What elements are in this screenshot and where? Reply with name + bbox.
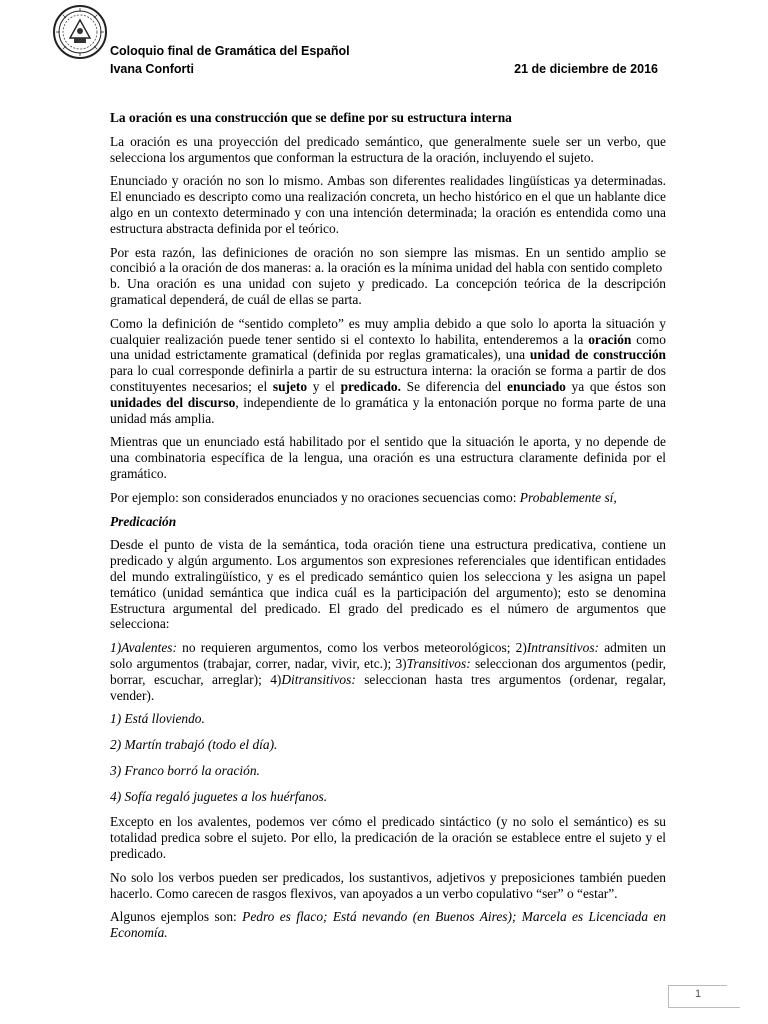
p4-seg1: Como la definición de “sentido completo” es muy amplia debido a que solo lo aporta la situación y cualquier realización puede tener sentido si el contexto lo habilita, entenderemos a la bbox=[110, 315, 666, 347]
university-seal-logo bbox=[52, 4, 108, 60]
p8-seg1: no requieren argumentos, como los verbos meteorológicos; 2) bbox=[176, 640, 527, 656]
paragraph-3-text-b: b. Una oración es una unidad con sujeto y predicado. La concepción teórica de la descripción gramatical dependerá, de cuál de ellas se parta. bbox=[110, 276, 666, 307]
p8-seg2: admiten un solo argumentos (trabajar, correr, nadar, vivir, etc.); 3) bbox=[110, 640, 666, 671]
p8-italic-avalentes: 1)Avalentes: bbox=[110, 640, 177, 656]
p4-seg2: como una unidad estrictamente gramatical (definida por reglas gramaticales), una bbox=[110, 331, 666, 363]
p4-bold-predicado: predicado. bbox=[340, 378, 401, 394]
p4-bold-oracion: oración bbox=[588, 331, 632, 347]
header-author-row bbox=[110, 62, 658, 76]
paragraph-11 bbox=[110, 909, 666, 941]
p4-seg3: para lo cual corresponde definirla a partir de su estructura interna: la oración se forma a partir de dos constituyentes necesarios; el bbox=[110, 363, 666, 394]
header-date: 21 de diciembre de 2016 bbox=[514, 62, 658, 76]
paragraph-7-text: Desde el punto de vista de la semántica, toda oración tiene una estructura predicativa, contiene un predicado y algún argumento. Los argumentos son expresiones referenciales que identifican entidades del mundo extralingüístico, y es el predicado semántico quien los selecciona y les asigna un papel temático (unidad semántica que indica cuál es la participación del argumento); esto se denomina Estructura argumental del predicado. El grado del predicado es el número de argumentos que selecciona: bbox=[110, 537, 666, 632]
header-course: Coloquio final de Gramática del Español bbox=[110, 44, 350, 58]
p8-italic-ditransitivos: Ditransitivos: bbox=[281, 671, 356, 687]
paragraph-1 bbox=[110, 134, 666, 166]
document-body bbox=[110, 110, 666, 949]
p4-bold-discurso: unidades del discurso bbox=[110, 394, 236, 410]
p4-seg6: ya que éstos son bbox=[565, 378, 667, 394]
paragraph-7 bbox=[110, 537, 666, 632]
example-3: 3) Franco borró la oración. bbox=[110, 762, 260, 778]
header-course-row bbox=[110, 44, 658, 58]
paragraph-3-text-a: Por esta razón, las definiciones de oración no son siempre las mismas. En un sentido amplio se concibió a la oración de dos maneras: a. la oración es la mínima unidad del habla con sentido completo bbox=[110, 244, 666, 276]
p11-italic-examples: Pedro es flaco; Está nevando (en Buenos Aires); Marcela es Licenciada en Economía. bbox=[110, 909, 667, 941]
header-author: Ivana Conforti bbox=[110, 62, 195, 76]
paragraph-2 bbox=[110, 173, 666, 236]
paragraph-9 bbox=[110, 814, 666, 861]
p6-seg1: Por ejemplo: son considerados enunciados y no oraciones secuencias como: bbox=[110, 489, 520, 505]
paragraph-10 bbox=[110, 870, 666, 902]
p11-seg1: Algunos ejemplos son: bbox=[110, 909, 243, 925]
section-heading-predicacion: Predicación bbox=[110, 513, 177, 529]
paragraph-4 bbox=[110, 316, 666, 427]
paragraph-10-text: No solo los verbos pueden ser predicados, los sustantivos, adjetivos y preposiciones también pueden hacerlo. Como carecen de rasgos flexivos, van apoyados a un verbo copulativo “ser” o “estar”. bbox=[110, 869, 666, 901]
example-2: 2) Martín trabajó (todo el día). bbox=[110, 737, 278, 753]
p6-italic-example: Probablemente sí, bbox=[519, 489, 617, 505]
page-number: 1 bbox=[694, 988, 702, 1000]
p8-seg4: seleccionan hasta tres argumentos (ordenar, regalar, vender). bbox=[110, 671, 666, 703]
footer-line bbox=[668, 1007, 740, 1008]
p4-seg4: y el bbox=[307, 378, 341, 394]
document-title: La oración es una construcción que se define por su estructura interna bbox=[110, 110, 512, 125]
p4-bold-unidad: unidad de construcción bbox=[529, 347, 666, 363]
p8-seg3: seleccionan dos argumentos (pedir, borrar, escuchar, arreglar); 4) bbox=[110, 655, 667, 687]
paragraph-2-text: Enunciado y oración no son lo mismo. Ambas son diferentes realidades lingüísticas ya determinadas. El enunciado es descripto como una realización concreta, un hecho histórico en el que un hablante dice algo en un contexto determinado y con una intención determinada; la oración es entendida como una estructura abstracta definida por el teórico. bbox=[110, 173, 666, 236]
paragraph-8 bbox=[110, 640, 666, 703]
paragraph-6 bbox=[110, 490, 666, 506]
p8-italic-transitivos: Transitivos: bbox=[406, 655, 471, 671]
p8-italic-intransitivos: Intransitivos: bbox=[526, 640, 599, 656]
example-1: 1) Está lloviendo. bbox=[110, 711, 205, 727]
p4-seg5: Se diferencia del bbox=[400, 378, 508, 394]
p4-bold-sujeto: sujeto bbox=[272, 378, 308, 394]
p4-seg7: , independiente de lo gramática y la entonación porque no forma parte de una unidad más amplia. bbox=[110, 394, 666, 426]
p4-bold-enunciado: enunciado bbox=[507, 378, 566, 394]
paragraph-3 bbox=[110, 245, 666, 308]
paragraph-1-text: La oración es una proyección del predicado semántico, que generalmente suele ser un verbo, que selecciona los argumentos que conforman la estructura de la oración, incluyendo el sujeto. bbox=[110, 133, 666, 165]
example-4: 4) Sofía regaló juguetes a los huérfanos. bbox=[110, 788, 328, 804]
paragraph-5 bbox=[110, 434, 666, 481]
paragraph-5-text: Mientras que un enunciado está habilitado por el sentido que la situación le aporta, y no depende de una combinatoria específica de la lengua, una oración es una estructura claramente definida por el gramático. bbox=[110, 434, 666, 481]
paragraph-9-text: Excepto en los avalentes, podemos ver cómo el predicado sintáctico (y no solo el semántico) es su totalidad predica sobre el sujeto. Por ello, la predicación de la oración se establece entre el sujeto y el predicado. bbox=[110, 814, 666, 862]
